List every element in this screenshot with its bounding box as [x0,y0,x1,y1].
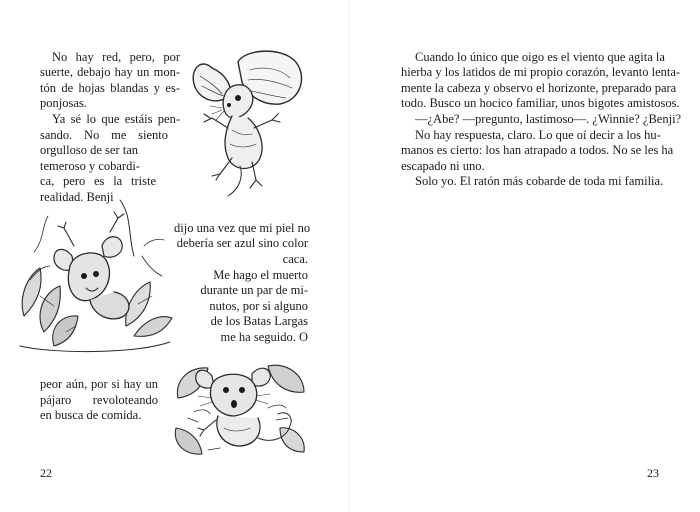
text-line: manos es cierto: los han atrapado a todos. No se les ha [401,143,674,157]
page-number-left: 22 [40,466,52,480]
text-line: nutos, por si alguno [209,299,308,313]
text-line: me ha seguido. O [220,330,308,344]
text-line: temeroso y cobardi- [40,159,140,173]
text-line: peor aún, por si hay un [40,377,158,391]
text-line: Ya sé lo que estáis pen- [52,112,180,126]
text-line: debería ser azul sino color [176,236,308,250]
text-line: —¿Abe? —pregunto, lastimoso—. ¿Winnie? ¿Benji? [415,112,682,126]
text-line: sando. No me siento [40,128,168,142]
text-line: en busca de comida. [40,408,142,422]
text-line: No hay red, pero, por [52,50,180,64]
right-page [350,0,700,512]
text-line: Cuando lo único que oigo es el viento que agita la [415,50,665,64]
text-line: Solo yo. El ratón más cobarde de toda mi familia. [415,174,664,188]
text-line: hierba y los latidos de mi propio corazón, levanto lenta- [401,65,681,79]
text-line: ponjosas. [40,96,87,110]
text-line: Me hago el muerto [213,268,308,282]
mouse-landing-in-leaves-illustration [14,196,176,356]
text-line: escapado ni uno. [401,159,485,173]
text-line: realidad. Benji [40,190,114,204]
text-line: todo. Busco un hocico familiar, unos bigotes amistosos. [401,96,680,110]
text-line: de los Batas Largas [210,314,308,328]
page-number-right: 23 [647,466,659,480]
mouse-flying-ears-illustration [182,48,312,198]
text-line: suerte, debajo hay un mon- [40,65,180,79]
text-line: tón de hojas blandas y es- [40,81,180,95]
text-line: durante un par de mi- [200,283,308,297]
text-line: orgulloso de ser tan [40,143,139,157]
text-line: No hay respuesta, claro. Lo que oí decir a los hu- [415,128,661,142]
text-line: ca, pero es la triste [40,174,156,188]
mouse-lying-in-leaves-illustration [168,358,310,460]
text-line: dijo una vez que mi piel no [174,221,311,235]
text-line: mente la cabeza y observo el horizonte, preparado para [401,81,677,95]
text-line: caca. [282,252,308,266]
text-line: pájaro revoloteando [40,393,158,407]
